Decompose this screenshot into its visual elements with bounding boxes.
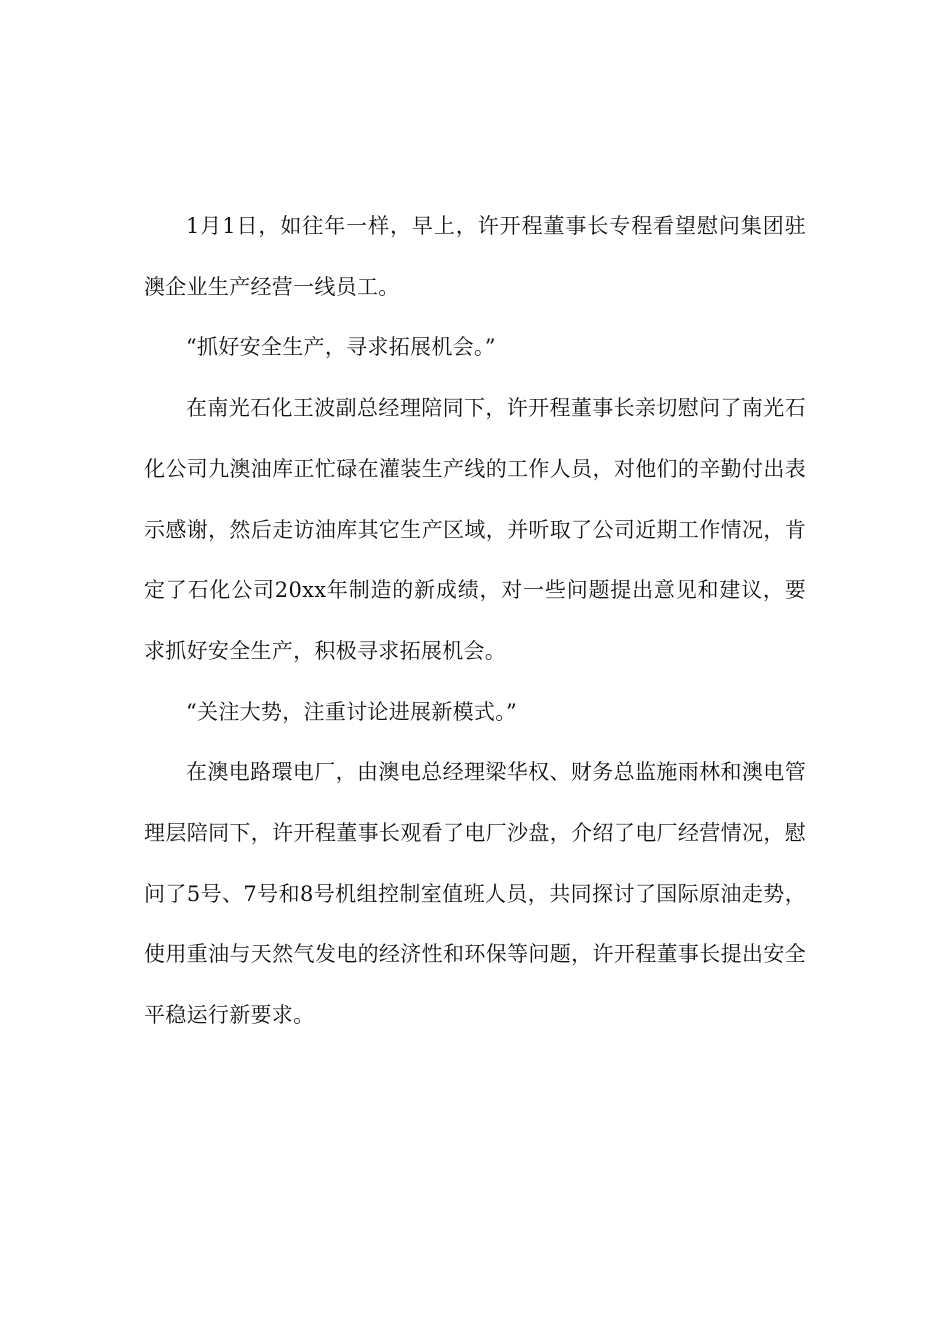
paragraph-nanguang-visit: 在南光石化王波副总经理陪同下，许开程董事长亲切慰问了南光石化公司九澳油库正忙碌在灌装生产线的工作人员，对他们的辛勤付出表示感谢，然后走访油库其它生产区域，并听取了公司近期工作情况，肯定了石化公司20xx年制造的新成绩，对一些问题提出意见和建议，要求抓好安全生产，积极寻求拓展机会。 <box>144 396 806 663</box>
paragraph-heading-trends: “关注大势，注重讨论进展新模式。” <box>186 699 518 724</box>
paragraph-heading-safety: “抓好安全生产，寻求拓展机会。” <box>186 335 496 360</box>
paragraph-power-plant-visit: 在澳电路環电厂，由澳电总经理梁华权、财务总监施雨林和澳电管理层陪同下，许开程董事长观看了电厂沙盘，介绍了电厂经营情况，慰问了5号、7号和8号机组控制室值班人员，共同探讨了国际原油走势，使用重油与天然气发电的经济性和环保等问题，许开程董事长提出安全平稳运行新要求。 <box>144 760 806 1028</box>
paragraph-visit-intro: 1月1日，如往年一样，早上，许开程董事长专程看望慰问集团驻澳企业生产经营一线员工。 <box>144 214 806 299</box>
document-body <box>144 196 806 1046</box>
